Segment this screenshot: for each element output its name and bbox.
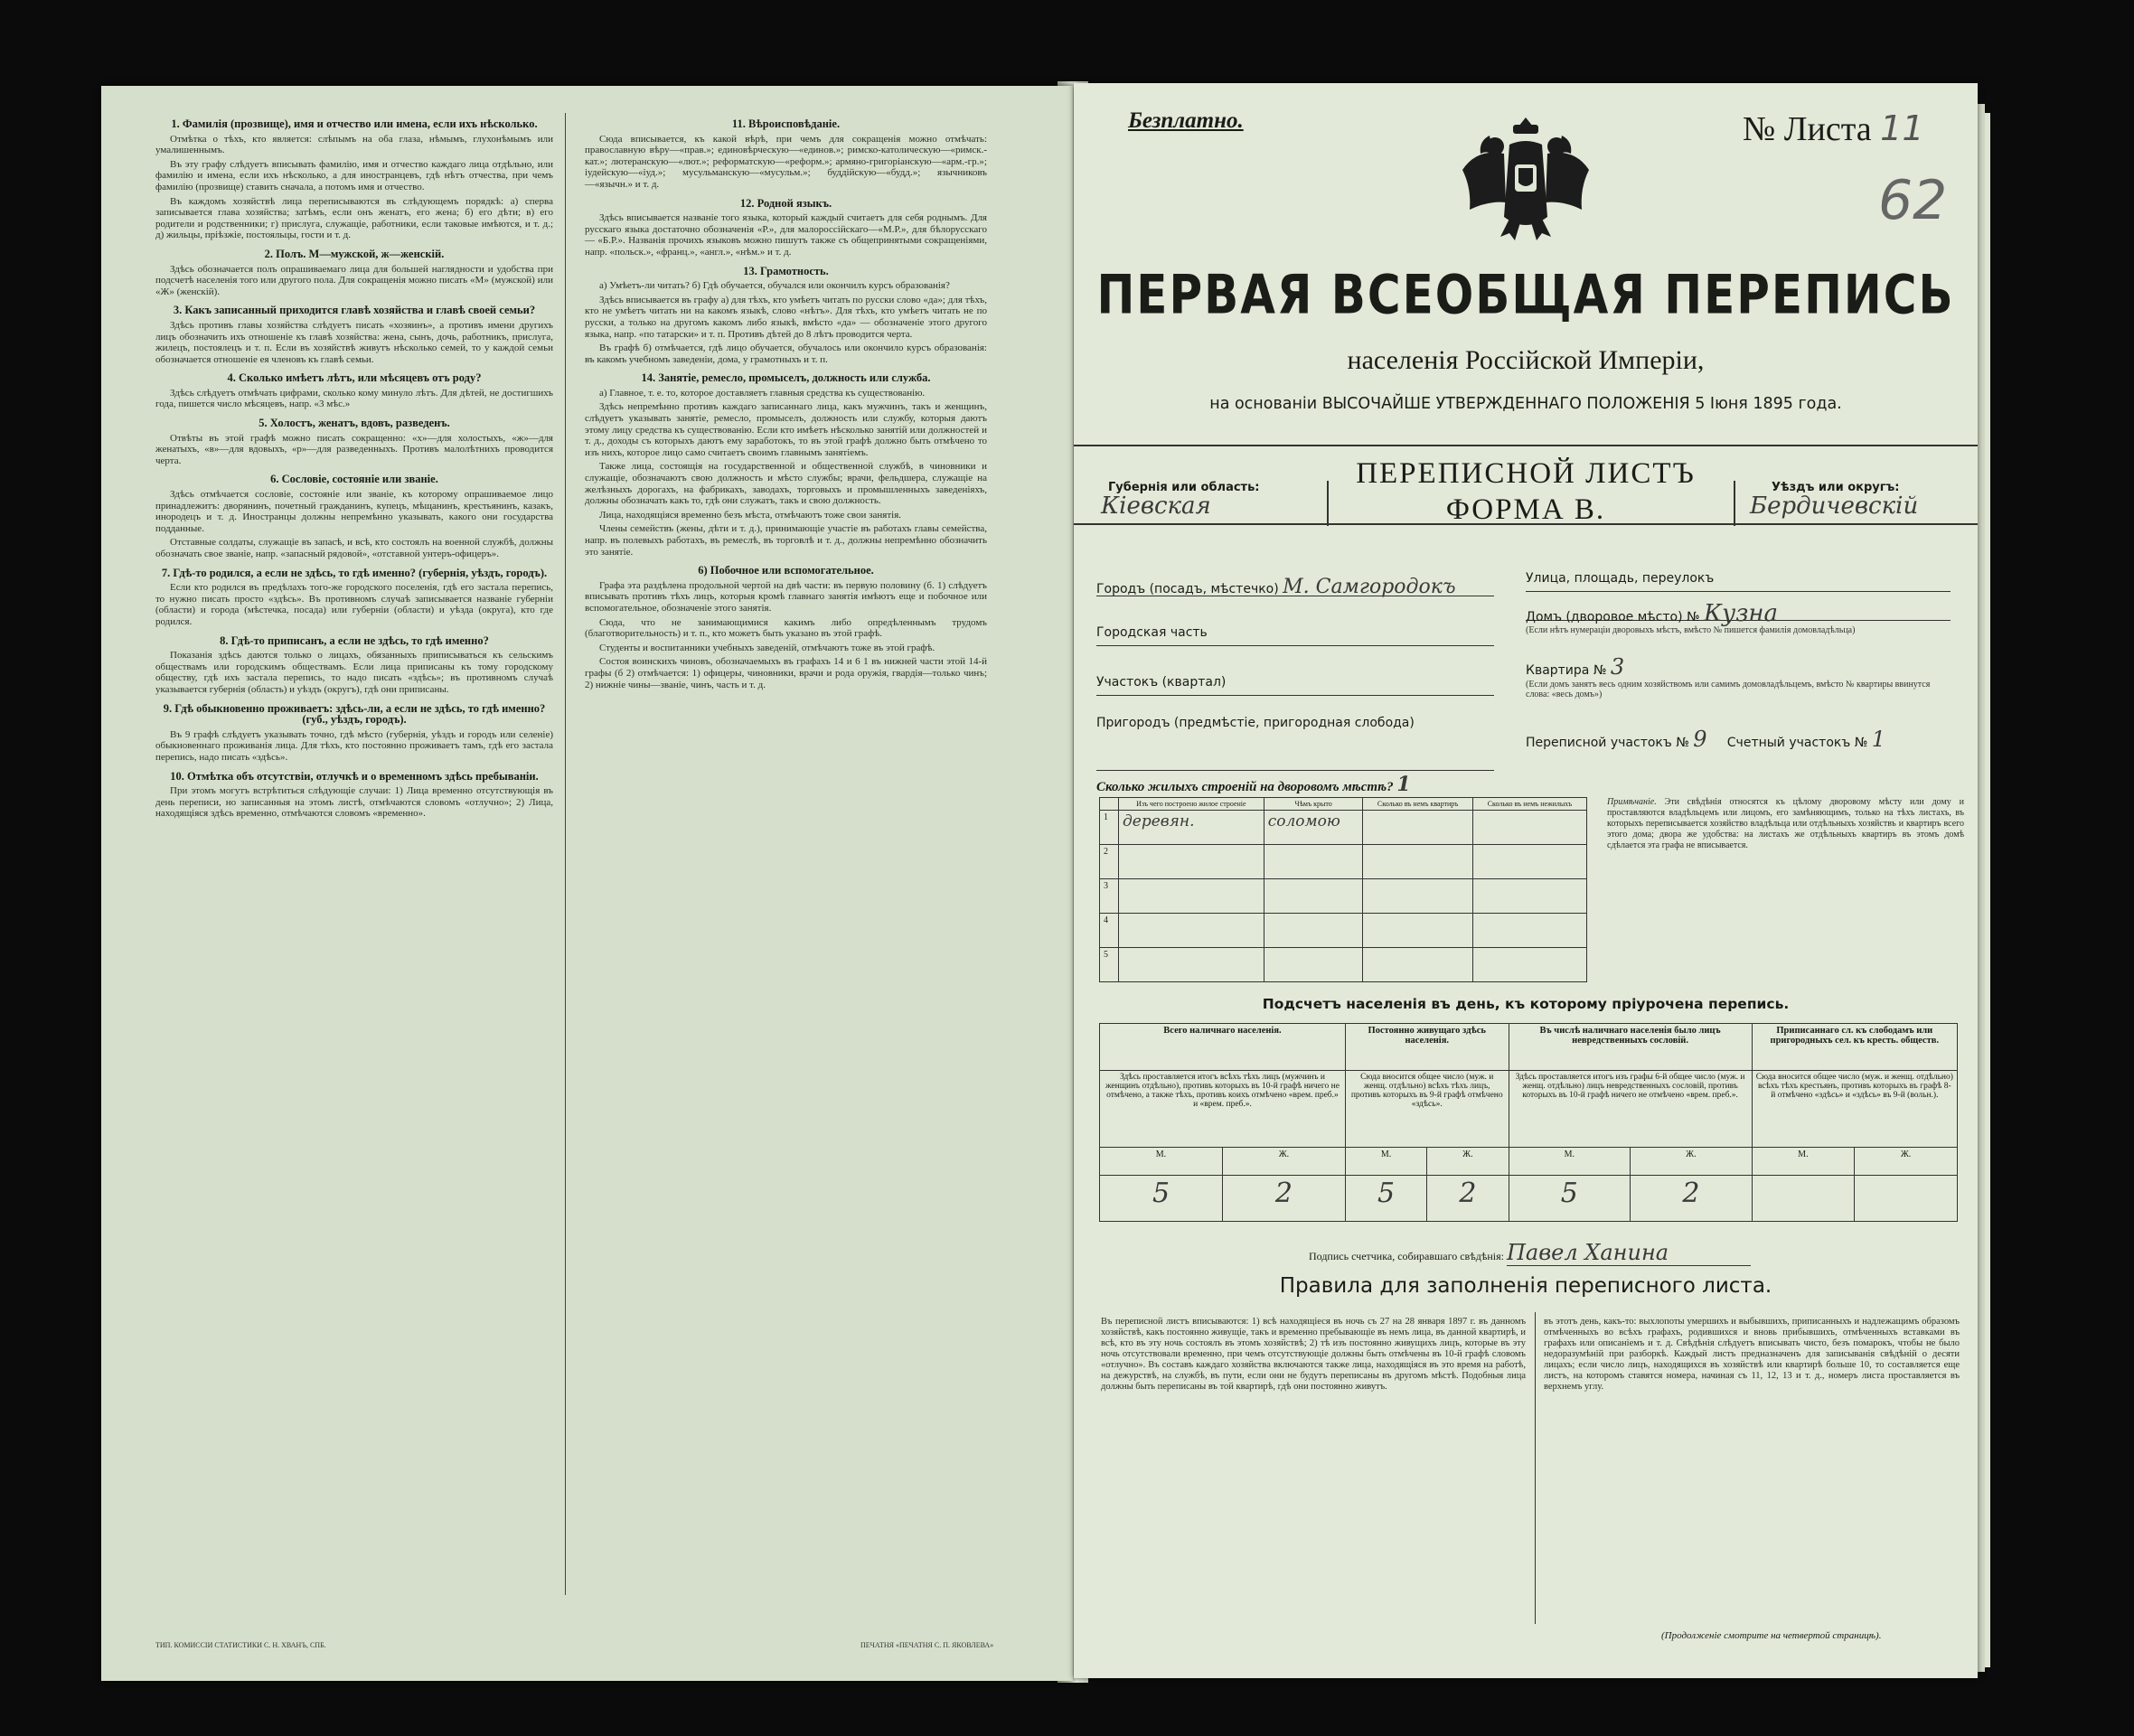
section-paragraph: а) Умѣетъ-ли читать? б) Гдѣ обучается, обучался или окончилъ курсъ образованія? bbox=[599, 280, 950, 292]
right-page bbox=[1074, 83, 1978, 1678]
section-paragraph: Показанія здѣсь даются только о лицахъ, обязанныхъ приписываться къ сельскимъ обществамъ или городскимъ обществамъ. Если лица приписаны къ тому городскому обществу, гдѣ ихъ застала перепись, то надо писать «здѣсь»; въ противномъ случаѣ указывается губернія (область) и уѣздъ (округъ), гдѣ они приписаны. bbox=[155, 650, 553, 695]
section-paragraph: Сюда вписывается, къ какой вѣрѣ, при чемъ для сокращенія можно отмѣчать: православную вѣру—«прав.»; единовѣрческую—«единов.»; римско-католическую—«римск.-кат.»; лютеранскую—«лют.»; реформатскую—«реформ.»; армяно-григоріанскую—«арм.-гр.»; іудейскую—«іуд.»; мусульманскую—«мусульм.»; буддійскую—«будд.»; язычниковъ—«язычн.» и т. д. bbox=[585, 133, 987, 190]
signature-value: Павел Ханина bbox=[1507, 1240, 1751, 1266]
section-heading: 10. Отмѣтка объ отсутствіи, отлучкѣ и о временномъ здѣсь пребываніи. bbox=[170, 769, 539, 783]
population-count-table bbox=[1099, 1023, 1958, 1222]
buildings-table-cell[interactable] bbox=[1119, 879, 1264, 914]
buildings-table-cell[interactable] bbox=[1472, 948, 1586, 982]
section-heading: 3. Какъ записанный приходится главѣ хозяйства и главѣ своей семьи? bbox=[173, 304, 536, 317]
count-table-header-cell: Приписаннаго сл. къ слободамъ или пригородныхъ сел. къ кресть. обществ. bbox=[1752, 1024, 1957, 1071]
note-label: Примѣчаніе. bbox=[1607, 797, 1657, 807]
section-paragraph: Въ 9 графѣ слѣдуетъ указывать точно, гдѣ мѣсто (губернія, уѣздъ и городъ или селеніе) обыкновеннаго проживанія лица. Для тѣхъ, кто постоянно проживаетъ тамъ, гдѣ его застала перепись, надо писать «здѣсь». bbox=[155, 728, 553, 763]
buildings-table-cell[interactable] bbox=[1363, 811, 1472, 845]
buildings-table-cell[interactable] bbox=[1363, 914, 1472, 948]
buildings-table-cell[interactable]: 1 bbox=[1100, 811, 1119, 845]
uezd-value: Бердичевскій bbox=[1750, 493, 1919, 520]
form-title-line1: ПЕРЕПИСНОЙ ЛИСТЪ bbox=[1356, 457, 1696, 490]
house-label: Домъ (дворовое мѣсто) № bbox=[1526, 610, 1700, 624]
section-paragraph: Отставные солдаты, служащіе въ запасѣ, и всѣ, кто состоялъ на военной службѣ, должны обозначать свое званіе, напр. «запасный рядовой», «отставной унтеръ-офицеръ». bbox=[155, 537, 553, 559]
census-subtitle: населенія Россійской Имперіи, bbox=[1347, 345, 1705, 375]
count-table-descriptions bbox=[1100, 1070, 1958, 1148]
printer-note-left: ТИП. КОМИССІИ СТАТИСТИКИ С. Н. ХВАНЪ, СПБ. bbox=[155, 1641, 326, 1649]
section-heading: 7. Гдѣ-то родился, а если не здѣсь, то гдѣ именно? (губернія, уѣздъ, городъ). bbox=[161, 566, 548, 579]
section-paragraph: Здѣсь слѣдуетъ отмѣчать цифрами, сколько кому минуло лѣтъ. Для дѣтей, не достигшихъ года, пишется число мѣсяцевъ, напр. «3 мѣс.» bbox=[155, 387, 553, 410]
gubernia-box bbox=[1083, 481, 1329, 526]
rules-right-column: въ этотъ день, какъ-то: выхлопоты умершихъ и выбывшихъ, приписанныхъ и надлежащимъ образомъ отмѣченныхъ во всѣхъ графахъ, родившихся и вновь прибывшихъ, отмѣченныхъ вставками въ графахъ или описаніемъ и т. д. Свѣдѣнія слѣдуетъ вписывать чисто, безъ помарокъ, чтобы не было недоразумѣній при разборкѣ. Каждый листъ предназначенъ для записыванія свѣдѣній о десяти лицахъ; если число лицъ, находящихся въ хозяйствѣ или квартирѣ больше 10, то составляется еще листъ, на которомъ ставятся номера, начиная съ 11, 12, 13 и т. д., номеръ листа проставляется въ верхнемъ углу. bbox=[1544, 1317, 1960, 1392]
city-part-field bbox=[1096, 625, 1494, 646]
buildings-table-cell[interactable] bbox=[1472, 845, 1586, 879]
house-note: (Если нѣтъ нумераціи дворовыхъ мѣстъ, вмѣсто № пишется фамилія домовладѣльца) bbox=[1526, 625, 1856, 635]
page-edge bbox=[1978, 104, 1985, 1672]
section-paragraph: Въ эту графу слѣдуетъ вписывать фамилію, имя и отчество каждаго лица отдѣльно, или фамилію и имена, если ихъ нѣсколько, а для иностранцевъ, гдѣ нѣтъ отчества, при чемъ фамилію (прозвище) ставить сначала, а потомъ имя и отчество. bbox=[155, 158, 553, 192]
buildings-label: Сколько жилыхъ строеній на дворовомъ мѣстѣ? bbox=[1096, 780, 1394, 794]
buildings-table-row bbox=[1100, 879, 1587, 914]
count-table-value[interactable]: 5 bbox=[1509, 1176, 1631, 1222]
section-paragraph: Графа эта раздѣлена продольной чертой на двѣ части: въ первую половину (б. 1) слѣдуетъ вписывать противъ тѣхъ лицъ, которыя кромѣ главнаго занятія имѣютъ еще и побочное или вспомогательное, обозначеніе этого занятія. bbox=[585, 579, 987, 614]
city-label: Городъ (посадъ, мѣстечко) bbox=[1096, 582, 1279, 596]
suburb-field bbox=[1096, 716, 1494, 736]
district-label: Участокъ (квартал) bbox=[1096, 675, 1227, 690]
house-field bbox=[1526, 600, 1951, 627]
section-paragraph: Здѣсь непремѣнно противъ каждаго записаннаго лица, какъ мужчинъ, такъ и женщинъ, слѣдуетъ указывать занятіе, ремесло, промыселъ, должность или службу, которыя даютъ этому лицу средства къ существованію. Если кто имѣетъ нѣсколько занятій или должностей и т. д., доходы съ которыхъ даютъ ему заработокъ, то въ этой графѣ должно быть отмѣчено то изъ нихъ, которое лицо само считаетъ своимъ главнымъ занятіемъ. bbox=[585, 401, 987, 458]
section-paragraph: Также лица, состоящія на государственной и общественной службѣ, в чиновники и служащіе, обозначаютъ свою должность и мѣсто службы; врачи, фельдшера, служащіе на желѣзныхъ дорогахъ, на фабрикахъ, заводахъ, торговыхъ и промышленныхъ заведеніяхъ, должны обозначать какъ то, гдѣ они служатъ, такъ и свою должность. bbox=[585, 461, 987, 507]
section-heading: 12. Родной языкъ. bbox=[739, 196, 832, 210]
buildings-table-header bbox=[1100, 798, 1587, 811]
city-field bbox=[1096, 576, 1494, 596]
buildings-table-cell[interactable]: 3 bbox=[1100, 879, 1119, 914]
free-label: Безплатно. bbox=[1128, 108, 1244, 133]
section-paragraph: Члены семействъ (жены, дѣти и т. д.), принимающіе участіе въ работахъ главы семейства, напр. въ полевыхъ работахъ, въ ремеслѣ, въ торговлѣ и т. д., должны непремѣнно обозначить это занятіе. bbox=[585, 523, 987, 558]
buildings-table-cell[interactable] bbox=[1363, 948, 1472, 982]
buildings-table-cell[interactable] bbox=[1264, 879, 1363, 914]
count-table-sex-label: М. bbox=[1345, 1148, 1426, 1176]
count-table-description: Сюда вносится общее число (муж. и женщ. отдѣльно) всѣхъ тѣхъ крестьянъ, противъ которыхъ въ графѣ 8-й отмѣчено «здѣсь» и «здѣсь» въ 9-й (вольн.). bbox=[1752, 1070, 1957, 1148]
section-heading: 11. Вѣроисповѣданіе. bbox=[731, 117, 841, 130]
buildings-table-cell[interactable]: 2 bbox=[1100, 845, 1119, 879]
double-headed-eagle-icon bbox=[1453, 108, 1598, 253]
buildings-value: 1 bbox=[1396, 773, 1411, 796]
buildings-table-header-cell: Изъ чего построено жилое строеніе bbox=[1119, 798, 1264, 811]
buildings-table-header-cell: Сколько въ немъ нежилыхъ bbox=[1472, 798, 1586, 811]
uezd-label: Уѣздъ или округъ: bbox=[1772, 481, 1900, 494]
apartment-note: (Если домъ занятъ весь одним хозяйствомъ или самимъ домовладѣльцемъ, вмѣсто № квартиры ввинутся слова: «весь домъ») bbox=[1526, 680, 1931, 699]
city-part-label: Городская часть bbox=[1096, 625, 1208, 640]
section-heading: 8. Гдѣ-то приписанъ, а если не здѣсь, то гдѣ именно? bbox=[220, 633, 489, 647]
section-paragraph: Здѣсь обозначается полъ опрашиваемаго лица для большей наглядности и удобства при подсчетѣ населенія того или другого пола. Для сокращенія можно писать «М» (мужской) или «Ж» (женскій). bbox=[155, 263, 553, 297]
uezd-box bbox=[1734, 481, 1970, 526]
buildings-table-row bbox=[1100, 811, 1587, 845]
buildings-table-number-header bbox=[1100, 798, 1119, 811]
buildings-table-cell[interactable]: соломою bbox=[1264, 811, 1363, 845]
buildings-table-cell[interactable] bbox=[1472, 914, 1586, 948]
section-heading: 1. Фамилія (прозвище), имя и отчество или имена, если ихъ нѣсколько. bbox=[171, 117, 538, 130]
city-value: М. Самгородокъ bbox=[1283, 576, 1456, 598]
section-paragraph: Если кто родился въ предѣлахъ того-же городского поселенія, гдѣ его застала перепись, то нужно писать просто «здѣсь». Въ противномъ случаѣ записывается названіе губерніи (области) и города (мѣстечка, посада) или губерніи (области) и уѣзда (округа), кто где родился. bbox=[155, 582, 553, 627]
count-district-label: Счетный участокъ № bbox=[1726, 736, 1868, 750]
handwritten-number: 62 bbox=[1878, 169, 1948, 232]
count-table-description: Здѣсь проставляется итогъ всѣхъ тѣхъ лицъ (мужчинъ и женщинъ отдѣльно), противъ которыхъ въ 10-й графѣ ничего не отмѣчено, а также тѣхъ, противъ коихъ отмѣчено «врем. преб.» и «врем. преб.». bbox=[1100, 1070, 1346, 1148]
section-heading: 14. Занятіе, ремесло, промыселъ, должность или служба. bbox=[641, 371, 931, 385]
street-value: Кузна bbox=[1704, 600, 1779, 627]
count-table-value[interactable]: 2 bbox=[1427, 1176, 1509, 1222]
apartment-label: Квартира № bbox=[1526, 663, 1607, 678]
section-heading: 4. Сколько имѣетъ лѣтъ, или мѣсяцевъ отъ роду? bbox=[227, 371, 482, 385]
section-paragraph: Въ графѣ б) отмѣчается, гдѣ лицо обучается, обучалось или окончило курсъ образованія: въ какомъ учебномъ заведеніи, дома, у грамотныхъ и т. п. bbox=[585, 343, 987, 365]
count-table-sex-label: Ж. bbox=[1427, 1148, 1509, 1176]
section-paragraph: Отмѣтка о тѣхъ, кто является: слѣпымъ на оба глаза, нѣмымъ, глухонѣмымъ или умалишеннымъ. bbox=[155, 133, 553, 156]
section-paragraph: а) Главное, т. е. то, которое доставляетъ главныя средства къ существованію. bbox=[599, 387, 926, 399]
form-title bbox=[1345, 455, 1706, 528]
buildings-table-cell[interactable]: 5 bbox=[1100, 948, 1119, 982]
section-heading: 6. Сословіе, состояніе или званіе. bbox=[270, 473, 438, 486]
count-table-sex-label: Ж. bbox=[1222, 1148, 1345, 1176]
form-title-line2: ФОРМА В. bbox=[1445, 493, 1606, 526]
buildings-table-cell[interactable] bbox=[1119, 845, 1264, 879]
gubernia-label: Губернія или область: bbox=[1108, 481, 1260, 494]
buildings-table-header-cell: Сколько въ немъ квартиръ bbox=[1363, 798, 1472, 811]
buildings-table bbox=[1099, 797, 1587, 982]
left-page bbox=[101, 86, 1073, 1681]
count-table-header bbox=[1100, 1024, 1958, 1071]
street-field bbox=[1526, 571, 1951, 592]
apartment-field bbox=[1526, 654, 1797, 680]
count-table-header-cell: Постоянно живущаго здѣсь населенія. bbox=[1345, 1024, 1509, 1071]
count-table-description: Здѣсь проставляется итогъ изъ графы 6-й общее число (муж. и женщ. отдѣльно) лицъ невредственныхъ сословій, противъ которыхъ въ 10-й графѣ ничего не отмѣчено «врем. преб.». bbox=[1509, 1070, 1752, 1148]
section-paragraph: Сюда, что не занимающимися какимъ либо опредѣленнымъ трудомъ (благотворительность) и т. п., кто можетъ быть указано въ этой графѣ. bbox=[585, 616, 987, 640]
suburb-label: Пригородъ (предмѣстіе, пригородная слобода) bbox=[1096, 716, 1415, 730]
section-paragraph: Въ каждомъ хозяйствѣ лица переписываются въ слѣдующемъ порядкѣ: а) сперва записывается глава хозяйства; затѣмъ, если онъ женатъ, его жена; б) его дѣти; в) его родители и родственники; г) прислуга, служащіе, работники, если таковые имѣются, и т. д.; д) жильцы, пріѣзжіе, постояльцы, гости и т. д. bbox=[155, 195, 553, 241]
count-table-subheader bbox=[1100, 1148, 1958, 1176]
count-table-description: Сюда вносится общее число (муж. и женщ. отдѣльно) всѣхъ тѣхъ лицъ, противъ которыхъ въ 9-й графѣ отмѣчено «здѣсь». bbox=[1345, 1070, 1509, 1148]
census-title: ПЕРВАЯ ВСЕОБЩАЯ ПЕРЕПИСЬ bbox=[1096, 263, 1955, 326]
count-table-value[interactable]: 2 bbox=[1222, 1176, 1345, 1222]
count-table-value[interactable]: 5 bbox=[1345, 1176, 1426, 1222]
buildings-table-cell[interactable] bbox=[1472, 879, 1586, 914]
buildings-table-row bbox=[1100, 845, 1587, 879]
count-table-sex-label: М. bbox=[1752, 1148, 1854, 1176]
count-table-header-cell: Всего наличнаго населенія. bbox=[1100, 1024, 1346, 1071]
count-district-value: 1 bbox=[1871, 727, 1885, 752]
rules-divider bbox=[1535, 1312, 1536, 1624]
buildings-table-cell[interactable] bbox=[1119, 948, 1264, 982]
section-paragraph: Отвѣты въ этой графѣ можно писать сокращенно: «х»—для холостыхъ, «ж»—для женатыхъ, «в»—для вдовыхъ, «р»—для разведенныхъ. Противъ малолѣтнихъ проводится черта. bbox=[155, 432, 553, 466]
count-table-value[interactable] bbox=[1855, 1176, 1958, 1222]
census-district-label: Переписной участокъ № bbox=[1526, 736, 1689, 750]
buildings-table-cell[interactable] bbox=[1264, 948, 1363, 982]
count-table-value[interactable]: 5 bbox=[1100, 1176, 1223, 1222]
buildings-table-cell[interactable]: 4 bbox=[1100, 914, 1119, 948]
section-heading: 5. Холостъ, женатъ, вдовъ, разведенъ. bbox=[259, 417, 450, 430]
count-table-header-cell: Въ числѣ наличнаго населенія было лицъ невредственныхъ сословій. bbox=[1509, 1024, 1752, 1071]
count-caption: Подсчетъ населенія въ день, къ которому пріурочена перепись. bbox=[1262, 996, 1790, 1012]
count-table-value[interactable]: 2 bbox=[1631, 1176, 1753, 1222]
count-table-values bbox=[1100, 1176, 1958, 1222]
sheet-number-handwritten: 11 bbox=[1880, 108, 1924, 148]
buildings-table-cell[interactable] bbox=[1264, 845, 1363, 879]
gubernia-value: Кіевская bbox=[1101, 493, 1211, 520]
signature-label: Подпись счетчика, собиравшаго свѣдѣнія: bbox=[1309, 1250, 1504, 1262]
section-heading: 2. Полъ. М—мужской, ж—женскій. bbox=[264, 247, 445, 260]
section-paragraph: Здѣсь противъ главы хозяйства слѣдуетъ писать «хозяинъ», а противъ имени другихъ лицъ обозначить ихъ отношеніе къ главѣ хозяйства: жена, сынъ, дочь, работникъ, прислуга, жилецъ, постоялецъ и т. п. Если въ хозяйствѣ живутъ нѣсколько семей, то у каждой семьи обозначается отношеніе ея членовъ къ главѣ семьи. bbox=[155, 319, 553, 365]
signature-line bbox=[1309, 1240, 1960, 1266]
buildings-question bbox=[1096, 773, 1603, 796]
section-paragraph: Студенты и воспитанники учебныхъ заведеній, отмѣчаютъ тоже въ этой графѣ. bbox=[599, 642, 935, 653]
section-paragraph: Здѣсь отмѣчается сословіе, состояніе или званіе, къ которому опрашиваемое лицо принадлежитъ: дворянинъ, почетный гражданинъ, купецъ, мѣщанинъ, крестьянинъ, казакъ, инородецъ и т. д. Иностранцы должны непремѣнно указывать, какого они государства подданные. bbox=[155, 489, 553, 534]
section-heading: 13. Грамотность. bbox=[743, 264, 829, 277]
count-table-sex-label: М. bbox=[1509, 1148, 1631, 1176]
section-paragraph: Здѣсь вписывается въ графу а) для тѣхъ, кто умѣетъ читать по русски слово «да»; для тѣхъ, кто не умѣетъ читать ни на какомъ языкѣ, слово «нѣтъ». Для тѣхъ, кто умѣетъ читать не по русски, а только на другомъ какомъ либо языкѣ, вмѣсто «да» — обозначеніе этого другого языка, напр. «по татарски» и т. п. Противъ дѣтей до 8 лѣтъ проводится черта. bbox=[585, 294, 987, 340]
section-heading: 6) Побочное или вспомогательное. bbox=[698, 564, 874, 577]
buildings-table-cell[interactable] bbox=[1472, 811, 1586, 845]
rules-continuation: (Продолженіе смотрите на четвертой страницѣ). bbox=[1661, 1630, 1882, 1641]
page-edge bbox=[1985, 113, 1990, 1667]
suburb-line bbox=[1096, 770, 1494, 771]
section-paragraph: Состоя воинскихъ чиновъ, обозначаемыхъ въ графахъ 14 и 6 1 въ нижней части этой 14-й графы (б 2) отмѣчается: 1) офицеры, чиновники, врачи и рода оружія, гвардія—только чинъ; 2) нижніе чины—званіе, чинъ, часть и т. д. bbox=[585, 656, 987, 690]
section-paragraph: При этомъ могутъ встрѣтиться слѣдующіе случаи: 1) Лица временно отсутствующія въ день переписи, но записанныя на этомъ листѣ, отмѣчаются словомъ «отлучно»; 2) Лица, находящіяся здѣсь временно, отмѣчаются словомъ «временно». bbox=[155, 785, 553, 820]
section-paragraph: Здѣсь вписывается названіе того языка, который каждый считаетъ для себя роднымъ. Для русскаго языка достаточно обозначенія «Р.», для малороссійскаго—«М.Р.», для бѣлорусскаго — «Б.Р.». Названія прочихъ языковъ можно пишутъ также съ общепринятыми сокращеніями, напр. «польск.», «франц.», «англ.», «нѣм.» и т. д. bbox=[585, 212, 987, 258]
instructions-column-2 bbox=[585, 111, 987, 693]
buildings-table-cell[interactable] bbox=[1363, 845, 1472, 879]
column-divider bbox=[565, 113, 566, 1595]
census-district-field bbox=[1526, 727, 1960, 752]
district-field bbox=[1096, 675, 1494, 696]
count-table-sex-label: Ж. bbox=[1631, 1148, 1753, 1176]
buildings-table-cell[interactable]: деревян. bbox=[1119, 811, 1264, 845]
street-label: Улица, площадь, переулокъ bbox=[1526, 571, 1715, 586]
rules-left-column: Въ переписной листъ вписываются: 1) всѣ находящіеся въ ночь съ 27 на 28 января 1897 г. въ данномъ хозяйствѣ, какъ постоянно живущіе, такъ и временно пребывающіе въ немъ лица, въ данной квартирѣ, и всѣ, кто въ эту ночь состоялъ въ этомъ хозяйствѣ; 2) тѣ изъ постоянно живущихъ лицъ, которые въ эту ночь отсутствовали временно, при чемъ отсутствующіе должны быть отмѣчены въ 10-й графѣ словомъ «отлучно». Въ составъ каждаго хозяйства включаются также лица, находящіяся въ это время на работѣ, на дежурствѣ, на службѣ, въ пути, если они не будутъ переписаны въ другомъ мѣстѣ. Подобныя лица должны быть переписаны въ той квартирѣ, гдѣ они постоянно живутъ. bbox=[1101, 1317, 1526, 1392]
count-table-sex-label: М. bbox=[1100, 1148, 1223, 1176]
apartment-value: 3 bbox=[1610, 654, 1625, 680]
buildings-table-row bbox=[1100, 914, 1587, 948]
buildings-table-row bbox=[1100, 948, 1587, 982]
note-text: Эти свѣдѣнія относятся къ цѣлому дворовому мѣсту или дому и проставляются владѣльцемъ или лицомъ, его замѣняющимъ, только на тѣхъ листахъ, въ которыхъ переписывается хозяйство владѣльца или отдѣльныхъ хозяйствъ и квартиръ всего этого дома; двора же удобства: на листахъ же отдѣльныхъ квартиръ въ этомъ домѣ сдѣлается эта графа не вписывается. bbox=[1607, 797, 1965, 850]
count-table-sex-label: Ж. bbox=[1855, 1148, 1958, 1176]
printer-note-right: ПЕЧАТНЯ «ПЕЧАТНЯ С. П. ЯКОВЛЕВА» bbox=[860, 1641, 994, 1649]
buildings-table-cell[interactable] bbox=[1119, 914, 1264, 948]
section-paragraph: Лица, находящіяся временно безъ мѣста, отмѣчаютъ тоже свои занятія. bbox=[599, 509, 902, 521]
sheet-number bbox=[1743, 108, 1924, 149]
note-block bbox=[1607, 797, 1964, 851]
sheet-number-label: № Листа bbox=[1743, 110, 1872, 148]
census-district-value: 9 bbox=[1693, 727, 1707, 752]
count-table-value[interactable] bbox=[1752, 1176, 1854, 1222]
instructions-column-1 bbox=[155, 111, 553, 822]
section-heading: 9. Гдѣ обыкновенно проживаетъ: здѣсь-ли, а если не здѣсь, то гдѣ именно? (губ., уѣздъ, городъ). bbox=[163, 701, 546, 727]
legal-basis: на основаніи ВЫСОЧАЙШЕ УТВЕРЖДЕННАГО ПОЛОЖЕНІЯ 5 Іюня 1895 года. bbox=[1209, 395, 1842, 413]
buildings-table-cell[interactable] bbox=[1264, 914, 1363, 948]
rules-title: Правила для заполненія переписного листа. bbox=[1279, 1274, 1772, 1298]
buildings-table-header-cell: Чѣмъ крыто bbox=[1264, 798, 1363, 811]
buildings-table-cell[interactable] bbox=[1363, 879, 1472, 914]
